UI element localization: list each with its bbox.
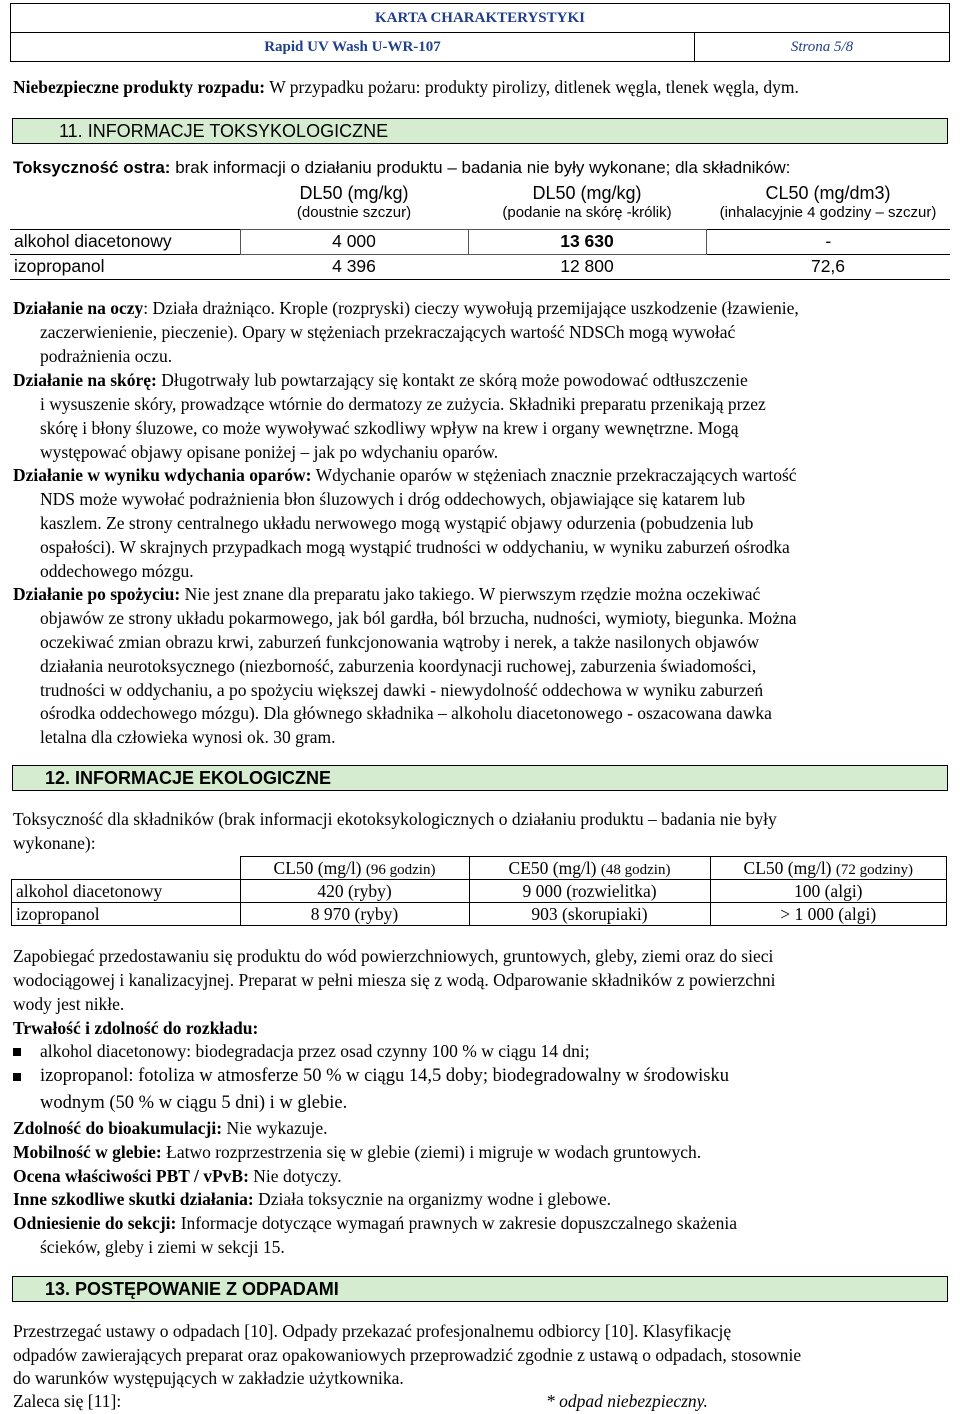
- acute-toxicity: [13, 158, 790, 178]
- section-reference-text: Informacje dotyczące wymagań prawnych w zakresie dopuszczalnego skażenia: [176, 1213, 738, 1233]
- document-header: [10, 3, 950, 62]
- toxicity-table: [10, 183, 950, 280]
- tox-row-1-name: alkohol diacetonowy: [14, 231, 172, 251]
- tox-row-2-v2: 12 800: [560, 256, 614, 276]
- eco-intro-line-2: wykonane):: [13, 833, 96, 853]
- other-effects-label: Inne szkodliwe skutki działania:: [13, 1189, 254, 1209]
- skin-line-1: Długotrwały lub powtarzający się kontakt ze skórą może powodować odtłuszczenie: [156, 370, 748, 390]
- bioaccumulation: [13, 1118, 328, 1139]
- eyes-line-2: zaczerwienienie, pieczenie). Opary w stężeniach przekraczających wartość NDSCh mogą wywołać: [40, 322, 736, 342]
- pbt-label: Ocena właściwości PBT / vPvB:: [13, 1166, 249, 1186]
- product-name: Rapid UV Wash U-WR-107: [11, 33, 695, 62]
- pbt-assessment: [13, 1166, 342, 1187]
- document-title: KARTA CHARAKTERYSTYKI: [11, 4, 950, 33]
- tox-header-2: [468, 183, 706, 229]
- ingestion-effect: [13, 584, 760, 605]
- eco-header-3-sub: (72 godziny): [835, 861, 913, 878]
- eco-header-1: [240, 857, 469, 880]
- eco-row-2-v1: 8 970 (ryby): [240, 903, 469, 926]
- other-effects: [13, 1189, 611, 1210]
- eco-header-3-main: CL50 (mg/l): [743, 857, 832, 878]
- soil-mobility-text: Łatwo rozprzestrzenia się w glebie (ziemi) i migruje w wodach gruntowych.: [161, 1142, 702, 1162]
- eco-row-2-v3: > 1 000 (algi): [710, 903, 947, 926]
- eco-intro-line-1: Toksyczność dla składników (brak informacji ekotoksykologicznych o działaniu produktu – badania nie były: [13, 809, 777, 829]
- ingestion-line-4: działania neurotoksycznego (niezborność, zaburzenia koordynacji ruchowej, zaburzenia świadomości,: [40, 656, 757, 676]
- eyes-effect: [13, 298, 799, 319]
- prevent-line-1: Zapobiegać przedostawaniu się produktu do wód powierzchniowych, gruntowych, gleby, ziemi oraz do sieci: [13, 946, 774, 966]
- decomposition-label: Niebezpieczne produkty rozpadu:: [13, 77, 266, 97]
- hazardous-waste-note: * odpad niebezpieczny.: [546, 1391, 708, 1411]
- eco-header-1-sub: (96 godzin): [365, 861, 436, 878]
- tox-header-1-main: DL50 (mg/kg): [299, 183, 409, 203]
- tox-row-2-v3: 72,6: [810, 256, 846, 276]
- prevent-line-3: wody jest nikłe.: [13, 994, 125, 1014]
- inhalation-line-1: Wdychanie oparów w stężeniach znacznie przekraczających wartość: [311, 465, 797, 485]
- tox-header-3: [706, 183, 950, 229]
- waste-line-2: odpadów zawierających preparat oraz opakowaniowych przeprowadzić zgodnie z ustawą o odpadach, stosownie: [13, 1345, 802, 1365]
- tox-header-2-main: DL50 (mg/kg): [532, 183, 642, 203]
- eco-row-1-v2: 9 000 (rozwielitka): [469, 880, 710, 903]
- section-reference: [13, 1213, 737, 1234]
- bullet-2-line-2: wodnym (50 % w ciągu 5 dni) i w glebie.: [40, 1093, 348, 1113]
- bioaccumulation-label: Zdolność do bioakumulacji:: [13, 1118, 223, 1138]
- eco-header-2: [469, 857, 710, 880]
- tox-header-3-sub: (inhalacyjnie 4 godziny – szczur): [719, 204, 937, 221]
- inhalation-effect: [13, 465, 797, 486]
- table-row: [12, 903, 947, 926]
- tox-row-1-v2: 13 630: [468, 229, 706, 254]
- tox-header-1: [240, 183, 468, 229]
- bioaccumulation-text: Nie wykazuje.: [222, 1118, 328, 1138]
- acute-toxicity-label: Toksyczność ostra:: [13, 158, 171, 177]
- tox-row-1-v3: -: [825, 231, 832, 251]
- ingestion-line-3: oczekiwać zmian obrazu krwi, zaburzeń funkcjonowania wątroby i nerek, a także nasilonych objawów: [40, 632, 760, 652]
- bullet-2-line-1: izopropanol: fotoliza w atmosferze 50 % w ciągu 14,5 doby; biodegradowalny w środowisku: [40, 1066, 729, 1086]
- tox-header-3-main: CL50 (mg/dm3): [765, 183, 891, 203]
- bullet-1-text: alkohol diacetonowy: biodegradacja przez osad czynny 100 % w ciągu 14 dni;: [40, 1041, 590, 1061]
- inhalation-line-5: oddechowego mózgu.: [40, 561, 194, 581]
- eyes-label: Działanie na oczy: [13, 298, 144, 318]
- ingestion-line-1: Nie jest znane dla preparatu jako takiego. W pierwszym rzędzie można oczekiwać: [180, 584, 761, 604]
- waste-line-3: do warunków występujących w zakładzie użytkownika.: [13, 1368, 404, 1388]
- eco-row-1-v1: 420 (ryby): [240, 880, 469, 903]
- eco-header-1-main: CL50 (mg/l): [273, 857, 362, 878]
- pbt-text: Nie dotyczy.: [248, 1166, 342, 1186]
- eco-row-2-name: izopropanol: [12, 903, 241, 926]
- soil-mobility-label: Mobilność w glebie:: [13, 1142, 162, 1162]
- other-effects-text: Działa toksycznie na organizmy wodne i glebowe.: [253, 1189, 612, 1209]
- section-13-heading: [12, 1276, 948, 1302]
- table-row: [12, 880, 947, 903]
- eco-row-2-v2: 903 (skorupiaki): [469, 903, 710, 926]
- section-11-heading: [12, 118, 948, 144]
- decomposition-text: W przypadku pożaru: produkty pirolizy, ditlenek węgla, tlenek węgla, dym.: [265, 77, 799, 97]
- skin-line-2: i wysuszenie skóry, prowadzące wtórnie do dermatozy ze zużycia. Składniki preparatu przenikają przez: [40, 394, 766, 414]
- tox-row-2-name: izopropanol: [14, 256, 105, 276]
- decomposition-products: [13, 77, 799, 98]
- eco-row-1-name: alkohol diacetonowy: [12, 880, 241, 903]
- prevent-line-2: wodociągowej i kanalizacyjnej. Preparat w pełni miesza się z wodą. Odparowanie składników z powierzchni: [13, 970, 776, 990]
- ecotoxicity-table: [11, 856, 947, 926]
- section-11-title: 11. INFORMACJE TOKSYKOLOGICZNE: [59, 121, 389, 141]
- table-row: [10, 254, 950, 279]
- page-number: Strona 5/8: [695, 33, 950, 62]
- inhalation-line-2: NDS może wywołać podrażnienia błon śluzowych i dróg oddechowych, objawiające się katarem lub: [40, 489, 746, 509]
- eco-header-2-main: CE50 (mg/l): [508, 857, 597, 878]
- ingestion-line-5: trudności w oddychaniu, a po spożyciu większej dawki - niewydolność oddechowa w wyniku zaburzeń: [40, 680, 764, 700]
- section-reference-label: Odniesienie do sekcji:: [13, 1213, 177, 1233]
- ingestion-line-6: ośrodka oddechowego mózgu). Dla głównego składnika – alkoholu diacetonowego - oszacowana dawka: [40, 703, 772, 723]
- soil-mobility: [13, 1142, 701, 1163]
- acute-toxicity-text: brak informacji o działaniu produktu – badania nie były wykonane; dla składników:: [170, 158, 791, 177]
- section-12-heading: [12, 765, 948, 791]
- bullet-icon: [13, 1048, 21, 1056]
- eyes-line-1: : Działa drażniąco. Krople (rozpryski) cieczy wywołują przemijające uszkodzenie (łzawienie,: [143, 298, 799, 318]
- inhalation-line-3: kaszlem. Ze strony centralnego układu nerwowego mogą wystąpić objawy odurzenia (pobudzenia lub: [40, 513, 754, 533]
- tox-header-1-sub: (doustnie szczur): [296, 204, 412, 221]
- eco-header-3: [710, 857, 947, 880]
- inhalation-line-4: ospałości). W skrajnych przypadkach mogą wystąpić trudności w oddychaniu, w wyniku zaburzeń ośrodka: [40, 537, 790, 557]
- inhalation-label: Działanie w wyniku wdychania oparów:: [13, 465, 312, 485]
- tox-row-2-v1: 4 396: [332, 256, 376, 276]
- bullet-icon: [13, 1073, 21, 1081]
- persistence-label: Trwałość i zdolność do rozkładu:: [13, 1018, 259, 1038]
- skin-line-4: występować objawy opisane poniżej – jak po wdychaniu oparów.: [40, 442, 499, 462]
- ingestion-label: Działanie po spożyciu:: [13, 584, 181, 604]
- eyes-line-3: podrażnienia oczu.: [40, 346, 173, 366]
- eco-header-2-sub: (48 godzin): [600, 861, 671, 878]
- section-13-title: 13. POSTĘPOWANIE Z ODPADAMI: [45, 1279, 339, 1299]
- waste-line-1: Przestrzegać ustawy o odpadach [10]. Odpady przekazać profesjonalnemu odbiorcy [10]. Klasyfikację: [13, 1321, 732, 1341]
- section-reference-cont: ścieków, gleby i ziemi w sekcji 15.: [40, 1237, 285, 1257]
- skin-label: Działanie na skórę:: [13, 370, 157, 390]
- ingestion-line-7: letalna dla człowieka wynosi ok. 30 gram.: [40, 727, 336, 747]
- ingestion-line-2: objawów ze strony układu pokarmowego, jak ból gardła, ból brzucha, nudności, wymioty, biegunka. Można: [40, 608, 797, 628]
- eco-row-1-v3: 100 (algi): [710, 880, 947, 903]
- tox-row-1-v1: 4 000: [240, 229, 468, 254]
- tox-header-2-sub: (podanie na skórę -królik): [502, 204, 672, 221]
- skin-effect: [13, 370, 748, 391]
- recommended-label: Zaleca się [11]:: [13, 1391, 122, 1411]
- skin-line-3: skórę i błony śluzowe, co może wywoływać szkodliwy wpływ na krew i organy wewnętrzne. Mogą: [40, 418, 739, 438]
- section-12-title: 12. INFORMACJE EKOLOGICZNE: [45, 768, 332, 788]
- table-row: [10, 229, 950, 254]
